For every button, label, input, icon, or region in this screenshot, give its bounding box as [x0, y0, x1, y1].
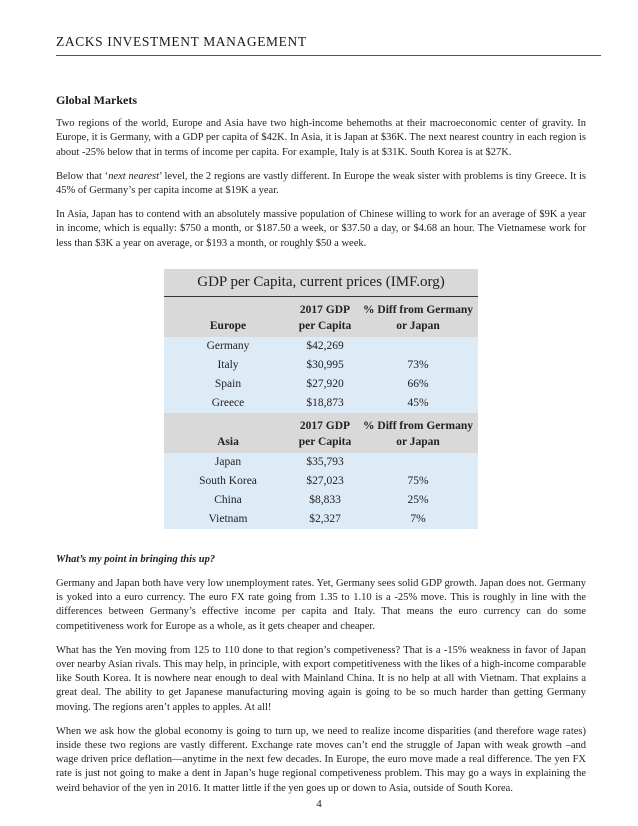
table-cell	[358, 337, 478, 356]
page-number: 4	[316, 798, 322, 810]
table-cell: China	[164, 491, 292, 510]
table-cell: $8,833	[292, 491, 358, 510]
column-header: 2017 GDP per Capita	[292, 413, 358, 453]
table-cell: Japan	[164, 453, 292, 472]
table-cell: Vietnam	[164, 510, 292, 529]
column-header: Europe	[164, 296, 292, 337]
table-cell	[358, 453, 478, 472]
table-row	[164, 472, 478, 491]
page-content	[56, 93, 586, 806]
paragraph-text: Below that ‘	[56, 170, 109, 182]
table-cell: 75%	[358, 472, 478, 491]
paragraph-yen: What has the Yen moving from 125 to 110 done to that region’s competiveness? That is a -15% weakness in favor of Japan over nearby Asian rivals. This may help, in principle, with export competitiveness with the likes of a high-income comparable like South Korea. It is nowhere near enough to deal with Mainland China. It is no help at all with Vietnam. That explains a great deal. The ability to get Japanese manufacturing moving again is going to be so much harder than getting Germany moving. The regions aren’t apples to apples. At all!	[56, 644, 586, 713]
column-header: % Diff from Germany or Japan	[358, 413, 478, 453]
paragraph-text: ’ level, the 2 regions are vastly different. In Europe the weak sister with problems is tiny Greece. It is 45% of Germany’s per capita income at $19K a year.	[56, 170, 587, 197]
table-row	[164, 375, 478, 394]
table-cell: $27,920	[292, 375, 358, 394]
column-header: Asia	[164, 413, 292, 453]
emphasis-text: next nearest	[108, 170, 160, 182]
paragraph-asia: In Asia, Japan has to contend with an absolutely massive population of Chinese willing to work for an average of $9K a year in income, which is equally: $750 a month, or $187.50 a week, or $37.50 a day, or $4.68 an hour. The Vietnamese work for less than $3K a year on average, or $193 a month, or roughly $50 a week.	[56, 209, 586, 249]
paragraph-next-nearest	[56, 170, 586, 198]
table-cell: 73%	[358, 356, 478, 375]
header-divider	[56, 55, 601, 56]
table-row	[164, 510, 478, 529]
table-title: GDP per Capita, current prices (IMF.org)	[164, 269, 478, 297]
table-cell: South Korea	[164, 472, 292, 491]
table-cell: Germany	[164, 337, 292, 356]
table-header-row	[164, 413, 478, 453]
table-cell: $18,873	[292, 394, 358, 413]
column-header: 2017 GDP per Capita	[292, 296, 358, 337]
column-header: % Diff from Germany or Japan	[358, 296, 478, 337]
paragraph-global-economy: When we ask how the global economy is going to turn up, we need to realize income disparities (and therefore wage rates) inside these two regions are vastly different. Exchange rate moves can’t end the struggle of Japan with weak growth –and wage driven price deflation—anytime in the next few decades. In Europe, the euro move made a real difference. The yen FX rate is just not going to make a dent in Japan’s huge regional competiveness problem. This may go a ways in explaining the weird behavior of the yen in 2016. It matter little if the yen goes up or down to Asia, outside of South Korea.	[56, 725, 586, 794]
table-header-row	[164, 296, 478, 337]
table-cell: Spain	[164, 375, 292, 394]
table-row	[164, 394, 478, 413]
table-cell: $27,023	[292, 472, 358, 491]
table-cell: $35,793	[292, 453, 358, 472]
table-cell: 45%	[358, 394, 478, 413]
table-row	[164, 356, 478, 375]
table-cell: Greece	[164, 394, 292, 413]
table-title-row	[164, 269, 478, 297]
document-header: ZACKS INVESTMENT MANAGEMENT	[56, 34, 307, 49]
table-cell: $2,327	[292, 510, 358, 529]
section-title: Global Markets	[56, 93, 137, 107]
table-cell: 25%	[358, 491, 478, 510]
table-row	[164, 337, 478, 356]
table-cell: $42,269	[292, 337, 358, 356]
table-cell: Italy	[164, 356, 292, 375]
table-row	[164, 453, 478, 472]
section-question: What’s my point in bringing this up?	[56, 553, 216, 565]
table-cell: 66%	[358, 375, 478, 394]
gdp-table	[164, 269, 478, 529]
table-cell: $30,995	[292, 356, 358, 375]
table-row	[164, 491, 478, 510]
table-cell: 7%	[358, 510, 478, 529]
paragraph-intro: Two regions of the world, Europe and Asia have two high-income behemoths at their macroeconomic center of gravity. In Europe, it is Germany, with a GDP per capita of $42K. In Asia, it is Japan at $36K. The next nearest country in each region is about -25% below that in terms of income per capita. For example, Italy is at $31K. South Korea is at $27K.	[56, 118, 586, 158]
paragraph-germany-japan: Germany and Japan both have very low unemployment rates. Yet, Germany sees solid GDP growth. Japan does not. Germany is yoked into a euro currency. The euro FX rate going from 1.35 to 1.10 is a -25% move. This is roughly in line with the differences between Germany’s effective income per capita and Italy. That means the euro currency can do some competitiveness work for Europe as a whole, as it gets cheaper and cheaper.	[56, 578, 586, 632]
